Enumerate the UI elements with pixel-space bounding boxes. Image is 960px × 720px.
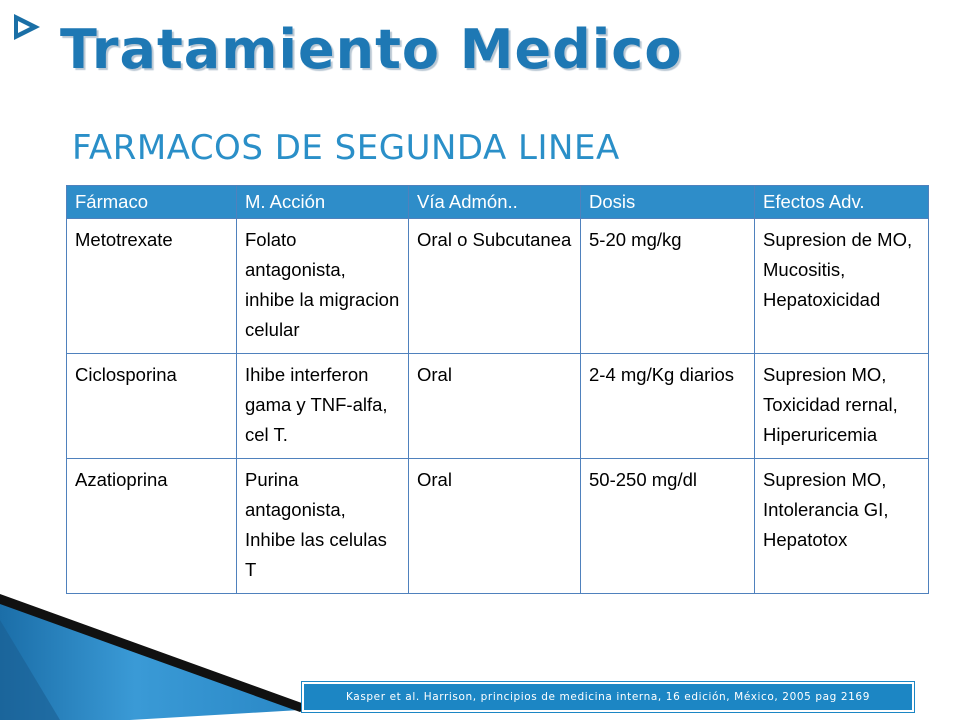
cell-drug: Metotrexate [67, 219, 237, 354]
cell-dose: 50-250 mg/dl [581, 458, 755, 593]
cell-mechanism: Ihibe interferon gama y TNF-alfa, cel T. [237, 353, 409, 458]
cell-route: Oral [409, 353, 581, 458]
cell-adverse-effects: Supresion MO, Toxicidad rernal, Hiperuricemia [755, 353, 929, 458]
header-mechanism: M. Acción [237, 186, 409, 219]
cell-dose: 5-20 mg/kg [581, 219, 755, 354]
header-dose: Dosis [581, 186, 755, 219]
header-drug: Fármaco [67, 186, 237, 219]
cell-mechanism: Purina antagonista, Inhibe las celulas T [237, 458, 409, 593]
cell-route: Oral o Subcutanea [409, 219, 581, 354]
header-adverse-effects: Efectos Adv. [755, 186, 929, 219]
citation-box [302, 682, 914, 712]
cell-adverse-effects: Supresion MO, Intolerancia GI, Hepatotox [755, 458, 929, 593]
header-route: Vía Admón.. [409, 186, 581, 219]
table-row [67, 353, 929, 458]
cell-drug: Ciclosporina [67, 353, 237, 458]
citation-text: Kasper et al. Harrison, principios de medicina interna, 16 edición, México, 2005 pag 2169 [345, 691, 870, 703]
cell-adverse-effects: Supresion de MO, Mucositis, Hepatoxicidad [755, 219, 929, 354]
cell-mechanism: Folato antagonista, inhibe la migracion celular [237, 219, 409, 354]
cell-dose: 2-4 mg/Kg diarios [581, 353, 755, 458]
slide-title: Tratamiento Medico [60, 18, 683, 81]
decorative-corner-stripe [0, 560, 330, 720]
drug-table [66, 185, 929, 594]
slide-subtitle: FARMACOS DE SEGUNDA LINEA [72, 128, 620, 168]
table-row [67, 219, 929, 354]
cell-route: Oral [409, 458, 581, 593]
header-row [67, 186, 929, 219]
table-body [67, 219, 929, 594]
cell-drug: Azatioprina [67, 458, 237, 593]
title-bullet-icon [14, 14, 40, 40]
table-header [67, 186, 929, 219]
